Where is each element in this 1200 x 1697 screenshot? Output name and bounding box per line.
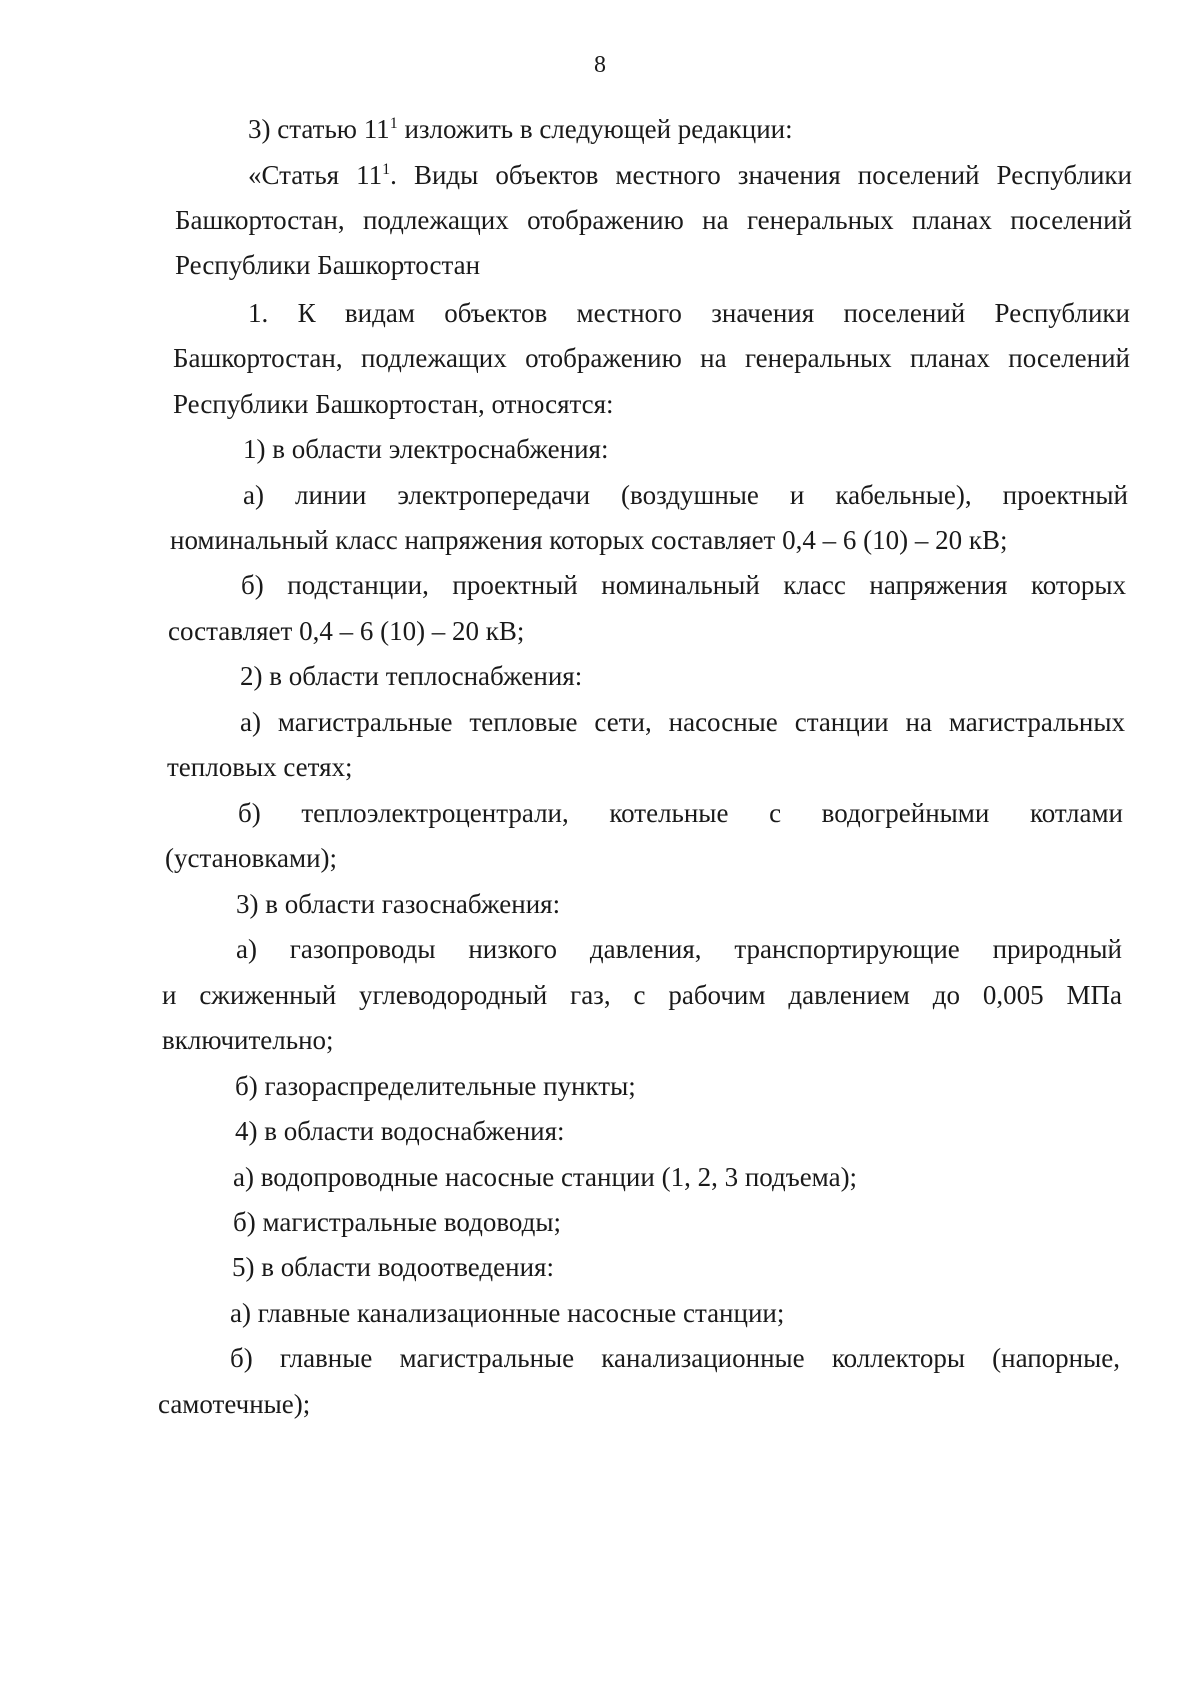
text-line: 5) в области водоотведения:: [232, 1252, 554, 1282]
text-line: составляет 0,4 – 6 (10) – 20 кВ;: [168, 616, 525, 646]
text-line: Башкортостан, подлежащих отображению на генеральных планах поселений: [175, 205, 1132, 235]
page-number: 8: [594, 52, 606, 78]
text-line: б) главные магистральные канализационные коллекторы (напорные,: [230, 1343, 1120, 1373]
text-line: Республики Башкортостан: [175, 250, 481, 280]
text-line: номинальный класс напряжения которых составляет 0,4 – 6 (10) – 20 кВ;: [170, 525, 1008, 555]
text-line: тепловых сетях;: [167, 752, 353, 782]
text-line: 2) в области теплоснабжения:: [240, 661, 583, 691]
text-line: 4) в области водоснабжения:: [235, 1116, 565, 1146]
text-line: а) газопроводы низкого давления, транспортирующие природный: [236, 934, 1122, 964]
text-line: 1. К видам объектов местного значения поселений Республики: [248, 298, 1130, 328]
text-line: Республики Башкортостан, относятся:: [173, 389, 614, 419]
text-line: (установками);: [165, 843, 338, 873]
text-line: самотечные);: [158, 1389, 311, 1419]
text-line: а) водопроводные насосные станции (1, 2, 3 подъема);: [233, 1162, 858, 1192]
text-line: б) газораспределительные пункты;: [235, 1071, 636, 1101]
text-line: 3) в области газоснабжения:: [236, 889, 561, 919]
text-line: «Статья $11^1$. Виды объектов местного значения поселений Республики: [248, 160, 1132, 190]
text-line: 1) в области электроснабжения:: [243, 434, 609, 464]
text-line: и сжиженный углеводородный газ, с рабочим давлением до 0,005 МПа: [162, 980, 1122, 1010]
text-line: а) линии электропередачи (воздушные и кабельные), проектный: [243, 480, 1128, 510]
text-line: включительно;: [162, 1025, 334, 1055]
text-line: а) главные канализационные насосные станции;: [230, 1298, 785, 1328]
text-line: б) магистральные водоводы;: [233, 1207, 562, 1237]
text-line: 3) статью $11^1$ изложить в следующей редакции:: [248, 114, 793, 144]
text-line: б) теплоэлектроцентрали, котельные с водогрейными котлами: [238, 798, 1123, 828]
superscript: 1: [382, 161, 391, 178]
text-line: а) магистральные тепловые сети, насосные станции на магистральных: [240, 707, 1125, 737]
text-line: б) подстанции, проектный номинальный класс напряжения которых: [241, 570, 1126, 600]
text-line: Башкортостан, подлежащих отображению на генеральных планах поселений: [173, 343, 1130, 373]
superscript: 1: [389, 115, 398, 132]
